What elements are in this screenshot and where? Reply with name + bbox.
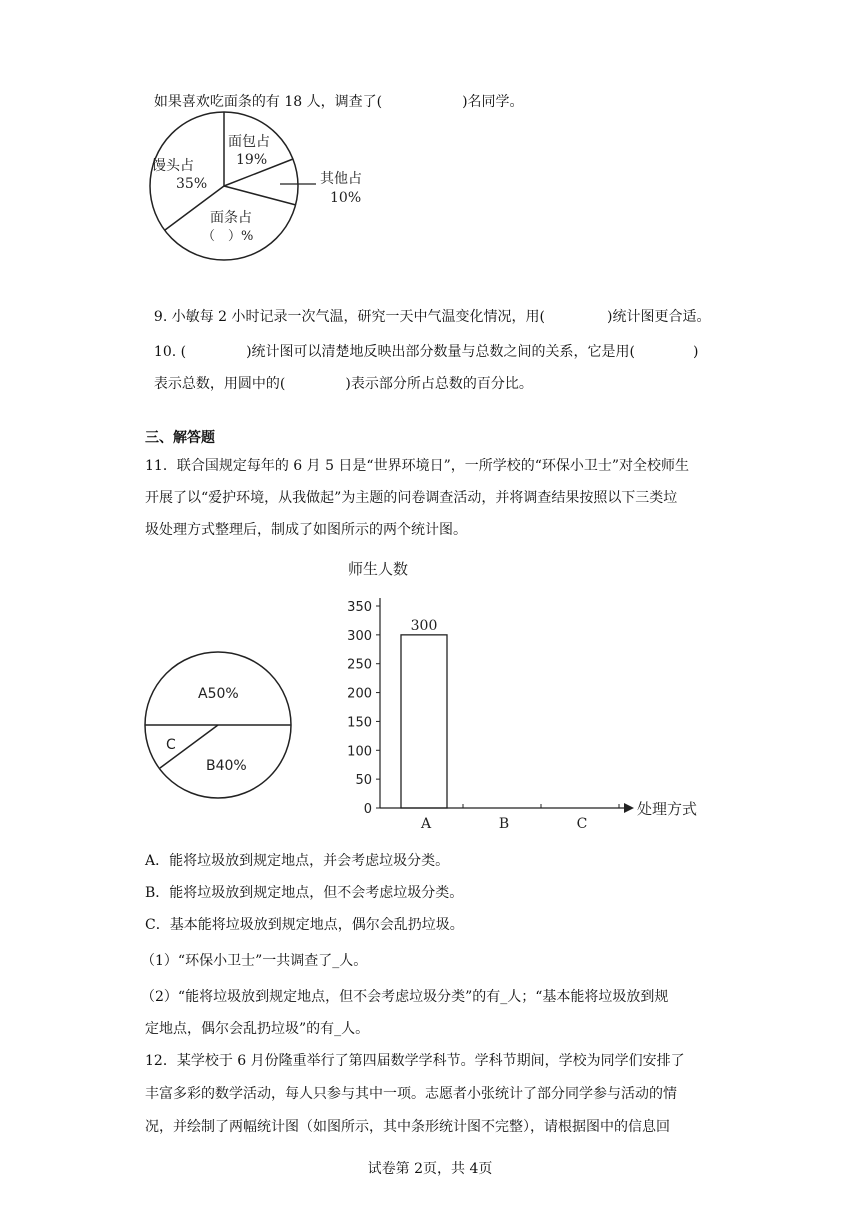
q9-question-line: [145, 287, 710, 327]
q11-text-line: 开展了以“爱护环境，从我做起”为主题的问卷调查活动，并将调查结果按照以下三类垃: [145, 490, 678, 506]
slice-pct-other: 10%: [330, 190, 362, 206]
q11-option-b: B．能将垃圾放到规定地点，但不会考虑垃圾分类。: [145, 885, 464, 901]
y-tick-label: 150: [347, 715, 372, 731]
y-tick-label: 300: [347, 628, 372, 644]
y-tick-label: 350: [347, 600, 372, 615]
q12-text-line: 12．某学校于 6 月份隆重举行了第四届数学学科节。学科节期间，学校为同学们安排了: [145, 1053, 685, 1069]
q10-text-e: )表示部分所占总数的百分比。: [345, 376, 533, 392]
slice-label-a: A50%: [198, 686, 239, 702]
q11-text-line: 11．联合国规定每年的 6 月 5 日是“世界环境日”，一所学校的“环保小卫士”对全校师生: [145, 458, 690, 474]
q9-text-pre: 9. 小敏每 2 小时记录一次气温，研究一天中气温变化情况，用(: [153, 309, 545, 325]
slice-pct-mantou: 35%: [176, 176, 208, 192]
y-tick-label: 0: [363, 802, 372, 817]
y-tick-label: 200: [347, 686, 372, 702]
q9-text-post: )统计图更合适。: [606, 309, 711, 325]
disposal-bar-chart: [340, 556, 710, 836]
x-axis-label: 处理方式: [637, 800, 698, 818]
q10-text-c: ): [693, 344, 699, 360]
slice-label-c: C: [166, 737, 176, 753]
x-tick-label: B: [498, 816, 510, 832]
y-axis-label: 师生人数: [348, 560, 409, 578]
q8-text-post: )名同学。: [462, 94, 524, 110]
q11-subquestion-2-line-1: （2）“能将垃圾放到规定地点，但不会考虑垃圾分类”的有_人；“基本能将垃圾放到规: [141, 989, 669, 1005]
food-pie-divider: [224, 186, 296, 205]
slice-label-other: 其他占: [320, 171, 362, 187]
q11-option-a: A．能将垃圾放到规定地点，并会考虑垃圾分类。: [145, 853, 450, 869]
q11-subquestion-1: （1）“环保小卫士”一共调查了_人。: [141, 953, 368, 969]
q12-text-line: 丰富多彩的数学活动，每人只参与其中一项。志愿者小张统计了部分同学参与活动的情: [145, 1086, 677, 1102]
slice-label-mantou: 馒头占: [152, 158, 194, 174]
slice-pct-noodles: （ ）%: [202, 229, 254, 244]
q10-text-d: 表示总数，用圆中的(: [153, 376, 286, 392]
q10-question-line-2: [145, 354, 533, 394]
slice-label-noodles: 面条占: [210, 210, 252, 226]
q8-text-pre: 如果喜欢吃面条的有 18 人，调查了(: [153, 94, 383, 110]
slice-label-b: B40%: [206, 758, 247, 774]
q8-question-line: [145, 72, 524, 112]
bar-data-label: 300: [410, 617, 438, 634]
food-pie-chart: [140, 108, 380, 268]
q10-text-a: 10. (: [153, 344, 187, 360]
q11-subquestion-2-line-2: 定地点，偶尔会乱扔垃圾”的有_人。: [145, 1021, 370, 1037]
q10-text-b: )统计图可以清楚地反映出部分数量与总数之间的关系，它是用(: [246, 344, 636, 360]
x-axis-arrow: [624, 803, 634, 813]
y-tick-label: 100: [347, 744, 372, 760]
q11-option-c: C．基本能将垃圾放到规定地点，偶尔会乱扔垃圾。: [145, 917, 464, 933]
slice-pct-bread: 19%: [236, 152, 268, 168]
x-tick-label: C: [576, 816, 588, 832]
q11-text-line: 圾处理方式整理后，制成了如图所示的两个统计图。: [145, 522, 467, 538]
bar-a: [401, 635, 447, 808]
q12-text-line: 况，并绘制了两幅统计图（如图所示，其中条形统计图不完整），请根据图中的信息回: [145, 1119, 670, 1135]
disposal-pie-chart: [140, 646, 300, 806]
y-tick-label: 50: [355, 773, 372, 789]
y-tick-label: 250: [347, 657, 372, 673]
slice-label-bread: 面包占: [228, 134, 270, 150]
page-footer: 试卷第 2页，共 4页: [367, 1161, 493, 1177]
section-heading: 三、解答题: [145, 430, 215, 446]
x-tick-label: A: [420, 816, 432, 832]
